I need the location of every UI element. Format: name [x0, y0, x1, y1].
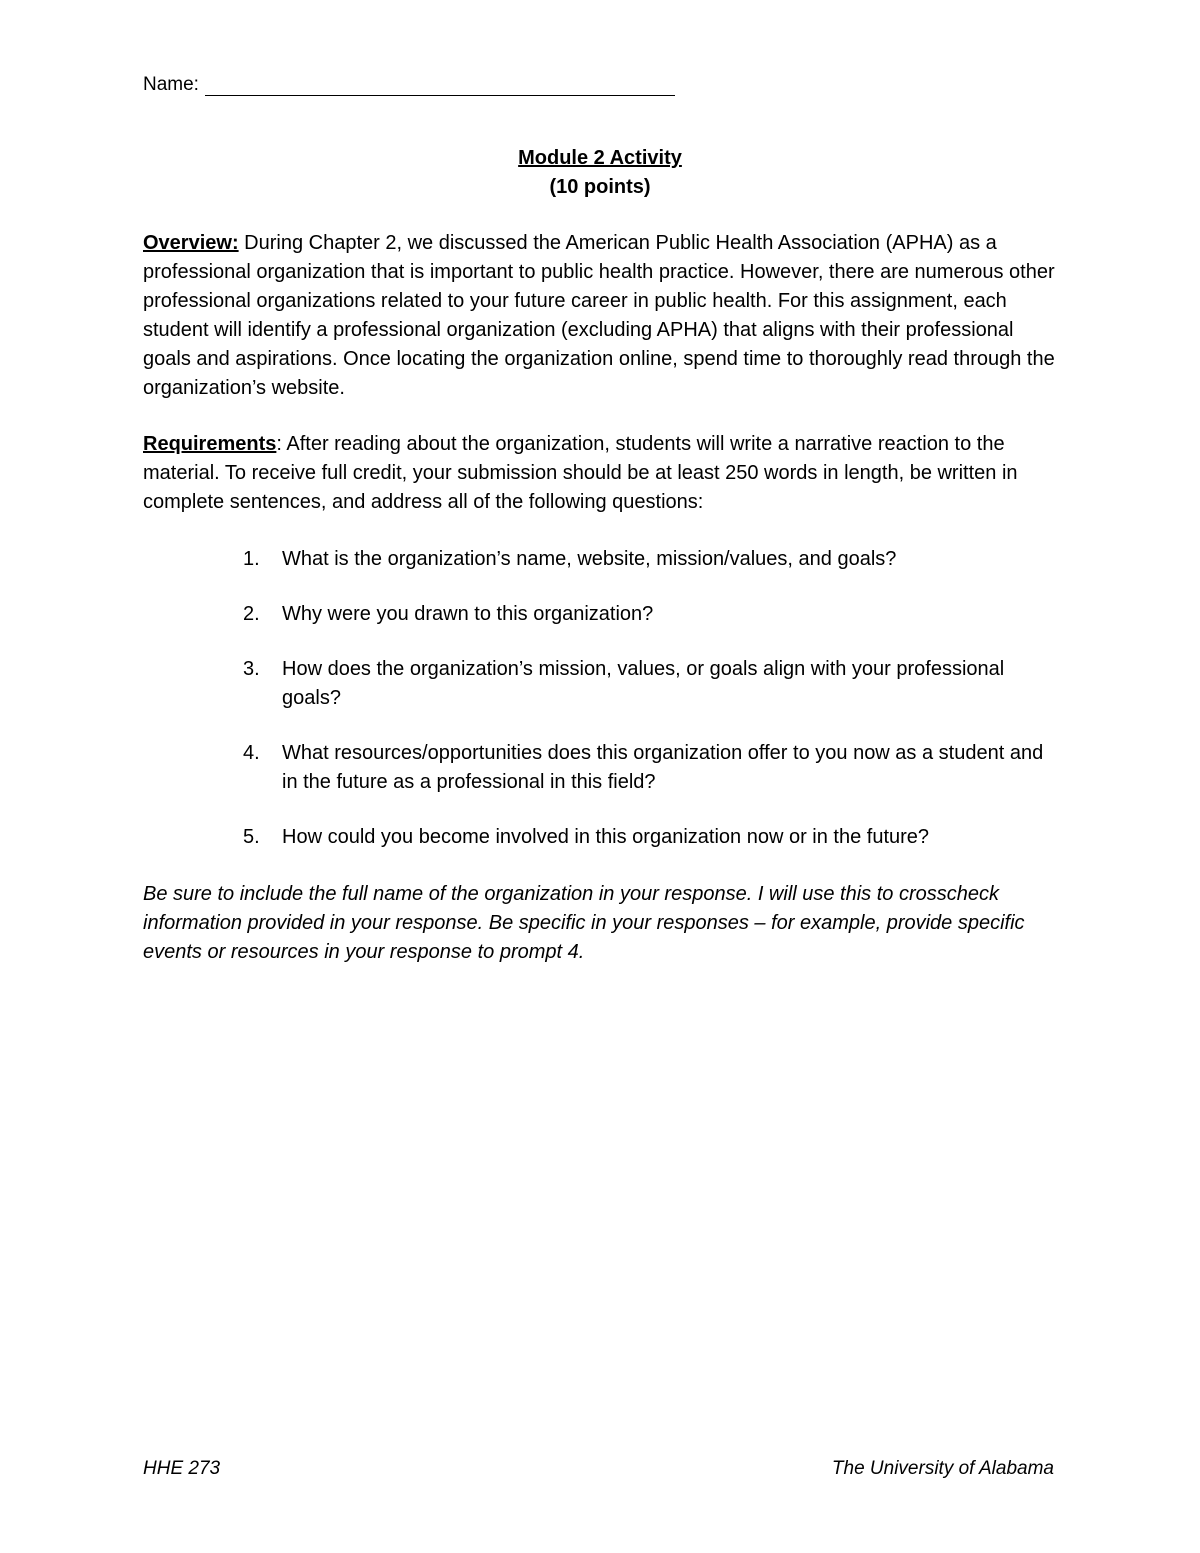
overview-text: During Chapter 2, we discussed the American Public Health Association (APHA) as a professional organization that is important to public health practice. However, there are numerous other professional organizations related to your future career in public health. For this assignment, each student will identify a professional organization (excluding APHA) that aligns with their professional goals and aspirations. Once locating the organization online, spend time to thoroughly read through the organization’s website. [143, 232, 1055, 399]
list-item [243, 655, 1063, 713]
question-number: 3. [243, 658, 260, 680]
question-text: Why were you drawn to this organization? [282, 603, 654, 625]
overview-paragraph [143, 229, 1063, 403]
list-item [243, 600, 1063, 629]
name-label: Name: [143, 74, 199, 95]
questions-list [243, 545, 1063, 878]
list-item [243, 739, 1063, 797]
footer-university: The University of Alabama [831, 1458, 1054, 1479]
name-blank-line [205, 75, 675, 96]
footer-course-code: HHE 273 [143, 1458, 221, 1479]
question-number: 1. [243, 548, 260, 570]
name-field [143, 74, 675, 96]
question-number: 5. [243, 826, 260, 848]
requirements-text: : After reading about the organization, students will write a narrative reaction to the material. To receive full credit, your submission should be at least 250 words in length, be written in complete sentences, and address all of the following questions: [143, 433, 1018, 513]
requirements-paragraph [143, 430, 1063, 517]
list-item [243, 545, 1063, 574]
title-block [0, 144, 1200, 202]
question-number: 2. [243, 603, 260, 625]
instruction-note: Be sure to include the full name of the organization in your response. I will use this to crosscheck information provided in your response. Be specific in your responses – for example, provide specific events or resources in your response to prompt 4. [143, 883, 1025, 963]
question-text: What is the organization’s name, website, mission/values, and goals? [282, 548, 897, 570]
overview-label: Overview: [143, 232, 239, 254]
question-text: How does the organization’s mission, values, or goals align with your professional goals? [282, 658, 1005, 709]
question-text: How could you become involved in this organization now or in the future? [282, 826, 930, 848]
points-subtitle: (10 points) [549, 176, 651, 198]
page-title: Module 2 Activity [518, 147, 682, 169]
list-item [243, 823, 1063, 852]
question-text: What resources/opportunities does this organization offer to you now as a student and in the future as a professional in this field? [282, 742, 1044, 793]
requirements-label: Requirements [143, 433, 277, 455]
question-number: 4. [243, 742, 260, 764]
